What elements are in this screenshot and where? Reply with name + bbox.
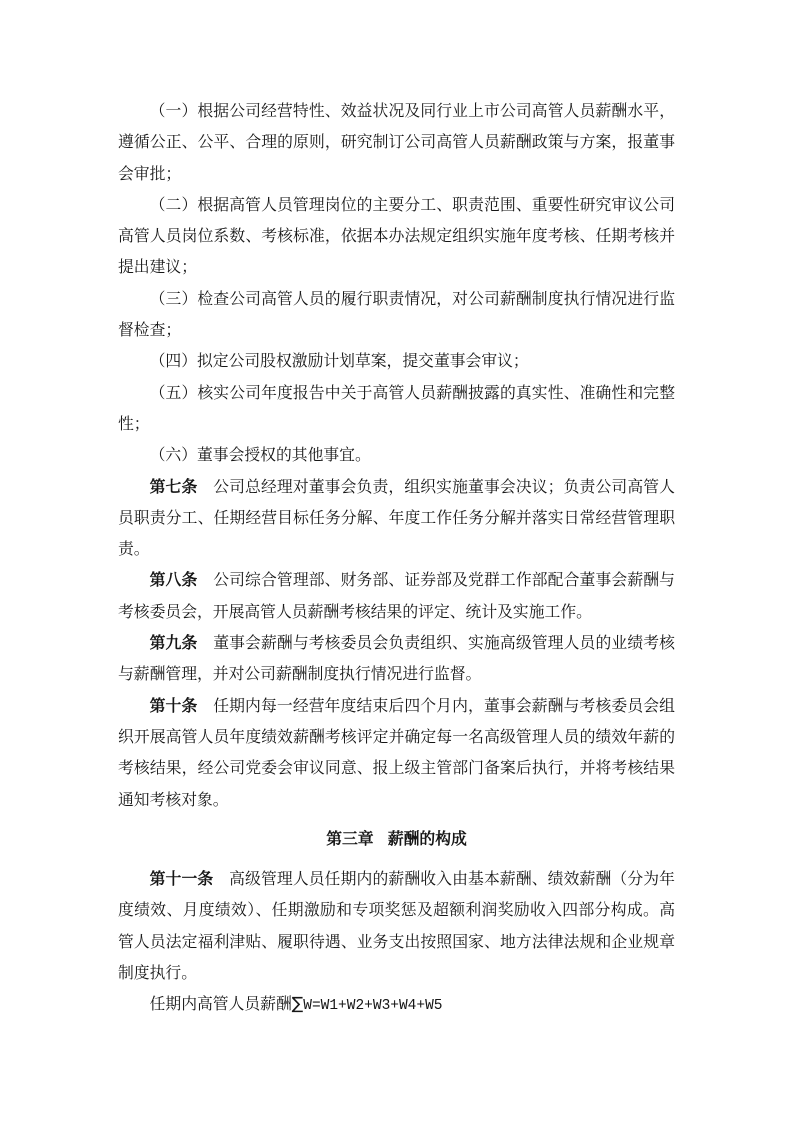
- clause-item-4: （四）拟定公司股权激励计划草案，提交董事会审议；: [149, 353, 529, 371]
- article-8: [118, 565, 675, 628]
- article-9: [118, 628, 675, 691]
- chapter-number: 第三章: [326, 830, 374, 848]
- article-8-number: 第八条: [149, 572, 198, 590]
- formula-prefix: 任期内高管人员薪酬: [149, 996, 292, 1014]
- clause-item-2: （二）根据高管人员管理岗位的主要分工、职责范围、重要性研究审议公司高管人员岗位系数、考核标准，依据本办法规定组织实施年度考核、任期考核并提出建议；: [118, 196, 675, 277]
- clause-item-6: （六）董事会授权的其他事宜。: [149, 447, 371, 465]
- document-content: [118, 96, 675, 1023]
- chapter-title: 薪酬的构成: [387, 830, 467, 848]
- sigma-symbol: ∑: [291, 994, 304, 1015]
- article-9-number: 第九条: [149, 635, 198, 653]
- salary-formula-line: [118, 989, 675, 1022]
- article-11-number: 第十一条: [149, 871, 214, 889]
- formula-expression: W=W1+W2+W3+W4+W5: [303, 998, 443, 1015]
- chapter-heading: [118, 824, 675, 855]
- article-7-number: 第七条: [149, 478, 198, 496]
- article-10: [118, 691, 675, 816]
- article-9-text: 董事会薪酬与考核委员会负责组织、实施高级管理人员的业绩考核与薪酬管理，并对公司薪酬制度执行情况进行监督。: [118, 635, 675, 684]
- clause-item-1: （一）根据公司经营特性、效益状况及同行业上市公司高管人员薪酬水平，遵循公正、公平、合理的原则，研究制订公司高管人员薪酬政策与方案，报董事会审批；: [118, 103, 675, 183]
- article-11: [118, 864, 675, 989]
- article-11-text: 高级管理人员任期内的薪酬收入由基本薪酬、绩效薪酬（分为年度绩效、月度绩效）、任期激励和专项奖惩及超额利润奖励收入四部分构成。高管人员法定福利津贴、履职待遇、业务支出按照国家、地方法律法规和企业规章制度执行。: [118, 871, 675, 983]
- article-8-text: 公司综合管理部、财务部、证券部及党群工作部配合董事会薪酬与考核委员会，开展高管人员薪酬考核结果的评定、统计及实施工作。: [118, 572, 675, 621]
- article-7: [118, 472, 675, 566]
- article-10-number: 第十条: [149, 697, 198, 715]
- article-7-text: 公司总经理对董事会负责，组织实施董事会决议；负责公司高管人员职责分工、任期经营目标任务分解、年度工作任务分解并落实日常经营管理职责。: [118, 478, 675, 559]
- clause-item-5: （五）核实公司年度报告中关于高管人员薪酬披露的真实性、准确性和完整性；: [118, 384, 675, 433]
- article-10-text: 任期内每一经营年度结束后四个月内，董事会薪酬与考核委员会组织开展高管人员年度绩效薪酬考核评定并确定每一名高级管理人员的绩效年薪的考核结果，经公司党委会审议同意、报上级主管部门备案后执行，并将考核结果通知考核对象。: [118, 697, 675, 809]
- clause-item-3: （三）检查公司高管人员的履行职责情况，对公司薪酬制度执行情况进行监督检查；: [118, 290, 675, 340]
